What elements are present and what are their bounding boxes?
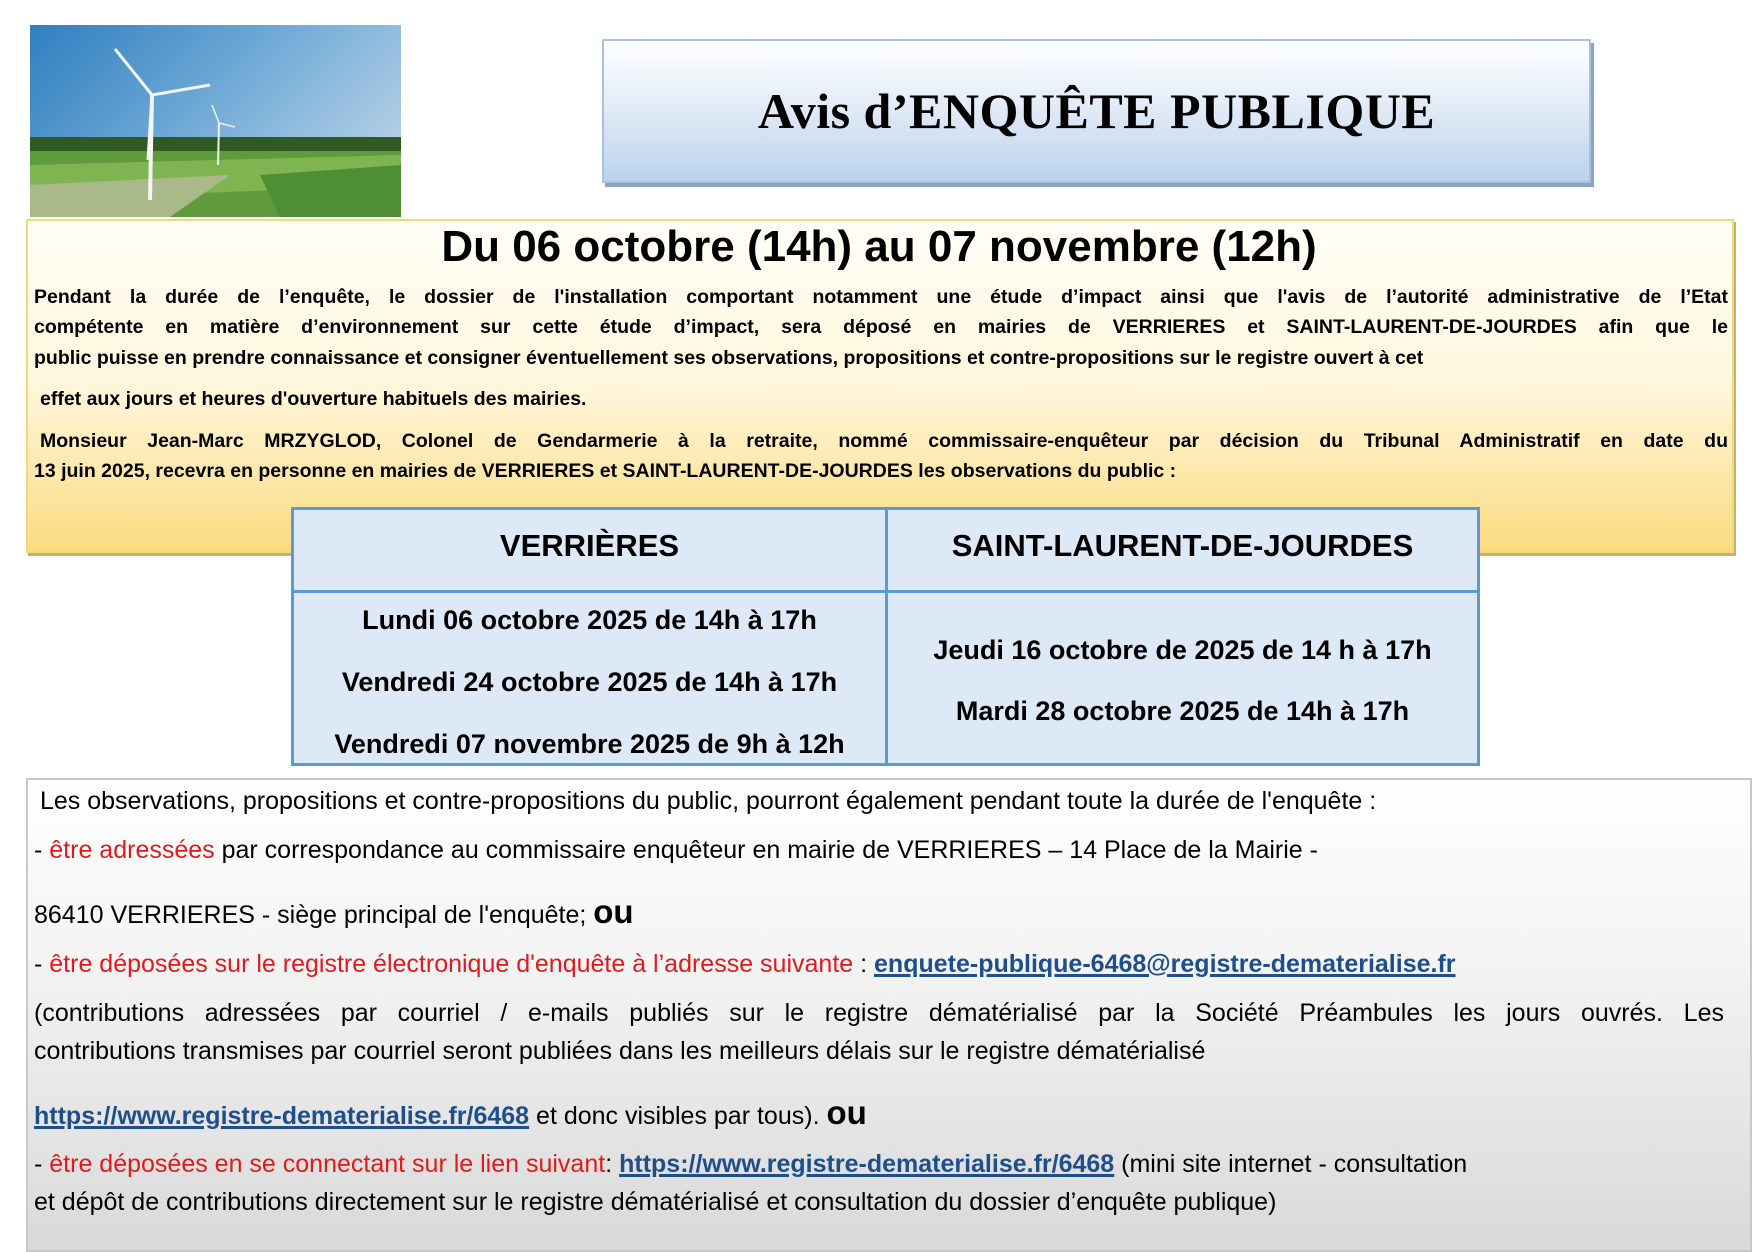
contribution-email-line: - être déposées sur le registre électronique d'enquête à l’adresse suivante : enquete-publique-6468@registre-dematerialise.fr (34, 950, 1456, 978)
intro-line: compétente en matière d’environnement sur cette étude d’impact, sera déposé en mairies de VERRIERES et SAINT-LAURENT-DE-JOURDES afin que le (34, 316, 1728, 338)
schedule-slot: Mardi 28 octobre 2025 de 14h à 17h (955, 696, 1410, 726)
page-title: Avis d’ENQUÊTE PUBLIQUE (757, 83, 1436, 139)
contribution-note-line: (contributions adressées par courriel / e-mails publiés sur le registre dématérialisé par la Société Préambules les jours ouvrés. Les (34, 999, 1724, 1027)
intro-line: 13 juin 2025, recevra en personne en mairies de VERRIERES et SAINT-LAURENT-DE-JOURDES les observations du public : (34, 460, 1177, 482)
contribution-intro: Les observations, propositions et contre-propositions du public, pourront également pendant toute la durée de l'enquête : (40, 787, 1377, 815)
contribution-website-line: - être déposées en se connectant sur le lien suivant: https://www.registre-dematerialise.fr/6468 (mini site internet - consultation (34, 1150, 1468, 1178)
contribution-url-line: https://www.registre-dematerialise.fr/6468 et donc visibles par tous). ou (34, 1094, 867, 1131)
registry-site-link[interactable]: https://www.registre-dematerialise.fr/6468 (619, 1150, 1115, 1178)
contribution-note-line: contributions transmises par courriel seront publiées dans les meilleurs délais sur le registre dématérialisé (34, 1037, 1206, 1065)
contribution-address-line: 86410 VERRIERES - siège principal de l'enquête; ou (34, 893, 634, 930)
schedule-slot: Lundi 06 octobre 2025 de 14h à 17h (362, 605, 817, 635)
title-banner (602, 39, 1591, 183)
schedule-slot: Vendredi 07 novembre 2025 de 9h à 12h (334, 729, 845, 759)
intro-line: public puisse en prendre connaissance et consigner éventuellement ses observations, propositions et contre-propositions sur le registre ouvert à cet (34, 347, 1424, 369)
permanence-schedule-table (291, 507, 1480, 766)
column-header-saint-laurent: SAINT-LAURENT-DE-JOURDES (951, 528, 1414, 563)
intro-line: Pendant la durée de l’enquête, le dossier de l'installation comportant notamment une étude d’impact ainsi que l'avis de l’autorité administrative de l’Etat (34, 286, 1728, 308)
contribution-mail-line: - être adressées par correspondance au commissaire enquêteur en mairie de VERRIERES – 14 Place de la Mairie - (34, 836, 1318, 864)
contribution-website-line: et dépôt de contributions directement sur le registre dématérialisé et consultation du dossier d’enquête publique) (34, 1188, 1277, 1216)
registry-link[interactable]: https://www.registre-dematerialise.fr/6468 (34, 1102, 530, 1130)
intro-line: Monsieur Jean-Marc MRZYGLOD, Colonel de Gendarmerie à la retraite, nommé commissaire-enquêteur par décision du Tribunal Administratif en date du (40, 430, 1728, 452)
intro-line: effet aux jours et heures d'ouverture habituels des mairies. (40, 388, 587, 410)
wind-turbine-photo (30, 25, 401, 217)
email-link[interactable]: enquete-publique-6468@registre-dematerialise.fr (874, 950, 1456, 978)
column-header-verrieres: VERRIÈRES (499, 528, 680, 563)
schedule-slot: Jeudi 16 octobre de 2025 de 14 h à 17h (933, 635, 1432, 665)
inquiry-dates-heading: Du 06 octobre (14h) au 07 novembre (12h) (441, 222, 1317, 271)
schedule-slot: Vendredi 24 octobre 2025 de 14h à 17h (341, 667, 838, 697)
